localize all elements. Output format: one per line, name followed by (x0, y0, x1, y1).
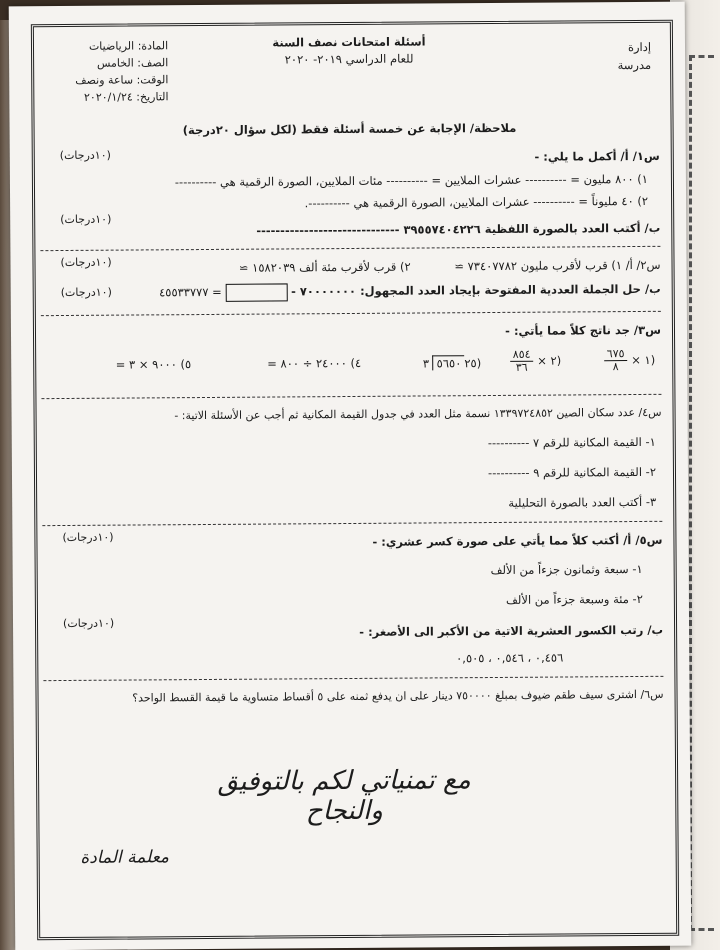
q2-part-b: ب/ حل الجملة العددية المفتوحة بإيجاد العدد المجهول: ٧٠٠٠٠٠٠٠ - (291, 281, 661, 299)
q4-title: س٤/ عدد سكان الصين ١٣٣٩٧٢٤٨٥٢ نسمة مثل العدد في جدول القيمة المكانية ثم أجب عن الأسئلة الاتية: - (174, 405, 662, 423)
q3-p3-label: ٣) (422, 356, 482, 371)
q3-p2-label: ٢) (550, 353, 562, 368)
q2-part-a1: س٢/ أ/ ١) قرب لأقرب مليون ٧٣٤٠٧٧٨٢ ≃ (454, 257, 661, 274)
q3-p1-label: ١) (644, 352, 656, 367)
q1-title: س١/ أ/ أكمل ما يلي: - (534, 148, 660, 164)
exam-note: ملاحظة/ الإجابة عن خمسة أسئلة فقط (لكل سؤال ٢٠درجة) (182, 120, 517, 138)
q4-item-1: ١- القيمة المكانية للرقم ٧ ---------- (487, 434, 656, 451)
q6-text: س٦/ اشترى سيف طقم ضيوف بمبلغ ٧٥٠٠٠٠ دينار على ان يدفع ثمنه على ٥ أقساط متساوية ما قيمة القسط الواحد؟ (132, 687, 664, 705)
q5-item-1: ١- سبعة وثمانون جزءاً من الألف (490, 561, 643, 578)
q3-p3-dividend: ٥٦٥٠ (433, 355, 465, 370)
q5-title: س٥/ أ/ أكتب كلاً مما يأتي على صورة كسر عشري: - (372, 532, 663, 549)
divider (42, 521, 662, 526)
divider (43, 676, 663, 681)
academic-year: للعام الدراسي ٢٠١٩- ٢٠٢٠ (284, 51, 414, 67)
q3-p2-bottom: ٣٦ (515, 360, 528, 374)
q5-part-b: ب/ رتب الكسور العشرية الاتية من الأكبر الى الأصغر: - (359, 622, 664, 639)
exam-title: أسئلة امتحانات نصف السنة (272, 34, 426, 50)
teacher-signature: معلمة المادة (80, 847, 170, 868)
q5a-marks: (١٠درجات) (62, 530, 114, 545)
exam-paper (9, 2, 692, 950)
header-title (229, 33, 469, 69)
header-info (75, 37, 169, 106)
q3-p2-multiplication (510, 349, 534, 374)
q1a-marks: (١٠درجات) (59, 148, 111, 163)
q3-problem-5: ٥) ٩٠٠٠ × ٣ = (115, 357, 192, 372)
q1b-marks: (١٠درجات) (60, 212, 112, 227)
q3-problem-4: ٤) ٢٤٠٠٠ ÷ ٨٠٠ = (267, 355, 362, 371)
divider (41, 311, 661, 316)
q3-problem-2 (510, 349, 562, 374)
closing-message: مع تمنياتي لكم بالتوفيق والنجاح (217, 765, 471, 827)
q1-line-1: ١) ٨٠٠ مليون = ---------- عشرات الملايين = ---------- مئات الملايين، الصورة الرقمية هي ---------- (174, 171, 648, 190)
q3-problem-1 (604, 348, 656, 373)
q4-item-2: ٢- القيمة المكانية للرقم ٩ ---------- (487, 464, 657, 481)
q1-line-2: ٢) ٤٠ مليوناً = ---------- عشرات الملايين، الصورة الرقمية هي ----------. (304, 193, 649, 211)
header-admin-line: إدارة (627, 39, 652, 55)
question-3 (41, 318, 661, 392)
question-2 (40, 253, 660, 305)
header-school-line: مدرسة (617, 57, 652, 73)
time: الوقت: ساعة ونصف (75, 73, 169, 87)
q5-decimals: ٠,٤٥٦ ، ٠,٥٤٦ ، ٠,٥٠٥ (456, 650, 564, 666)
question-4 (41, 401, 662, 517)
date: التاريخ: ٢٠٢٠/١/٢٤ (83, 90, 169, 104)
header-admin (617, 38, 651, 74)
times-sign: × (537, 353, 547, 368)
q3-p2-top: ٨٥٤ (510, 349, 534, 362)
q3-problem-3 (423, 355, 482, 370)
q3-problems (41, 342, 661, 386)
exam-document (39, 24, 665, 928)
q4-item-3: ٣- أكتب العدد بالصورة التحليلية (508, 494, 657, 510)
q3-p3-divisor: ٢٥ (464, 356, 477, 371)
q2a-marks: (١٠درجات) (60, 255, 112, 270)
q2-part-a2: ٢) قرب لأقرب مئة ألف ١٥٨٢٠٣٩ ≃ (238, 259, 411, 275)
question-5 (42, 528, 663, 672)
header (39, 24, 660, 108)
unknown-number-box (225, 283, 287, 301)
question-6 (43, 683, 663, 711)
q5-item-2: ٢- مئة وسبعة جزءاً من الألف (505, 591, 643, 607)
q2b-marks: (١٠درجات) (60, 285, 112, 300)
question-1 (40, 144, 661, 244)
times-sign: × (631, 352, 641, 368)
q3-p1-multiplication (604, 348, 628, 373)
q5b-marks: (١٠درجات) (62, 616, 115, 631)
q2-result: = ٤٥٥٣٣٧٧٧ (159, 284, 222, 300)
grade: الصف: الخامس (96, 56, 169, 70)
q3-title: س٣/ جد ناتج كلاً مما يأتي: - (505, 322, 662, 338)
divider (41, 394, 661, 399)
subject: المادة: الرياضيات (88, 39, 169, 53)
q3-p1-bottom: ٨ (612, 360, 619, 374)
divider (40, 246, 660, 251)
q3-p1-top: ٦٧٥ (604, 348, 628, 361)
q1-part-b: ب/ أكتب العدد بالصورة اللفظية ٣٩٥٥٧٤٠٤٢٢٦ ------------------------------ (256, 220, 661, 238)
